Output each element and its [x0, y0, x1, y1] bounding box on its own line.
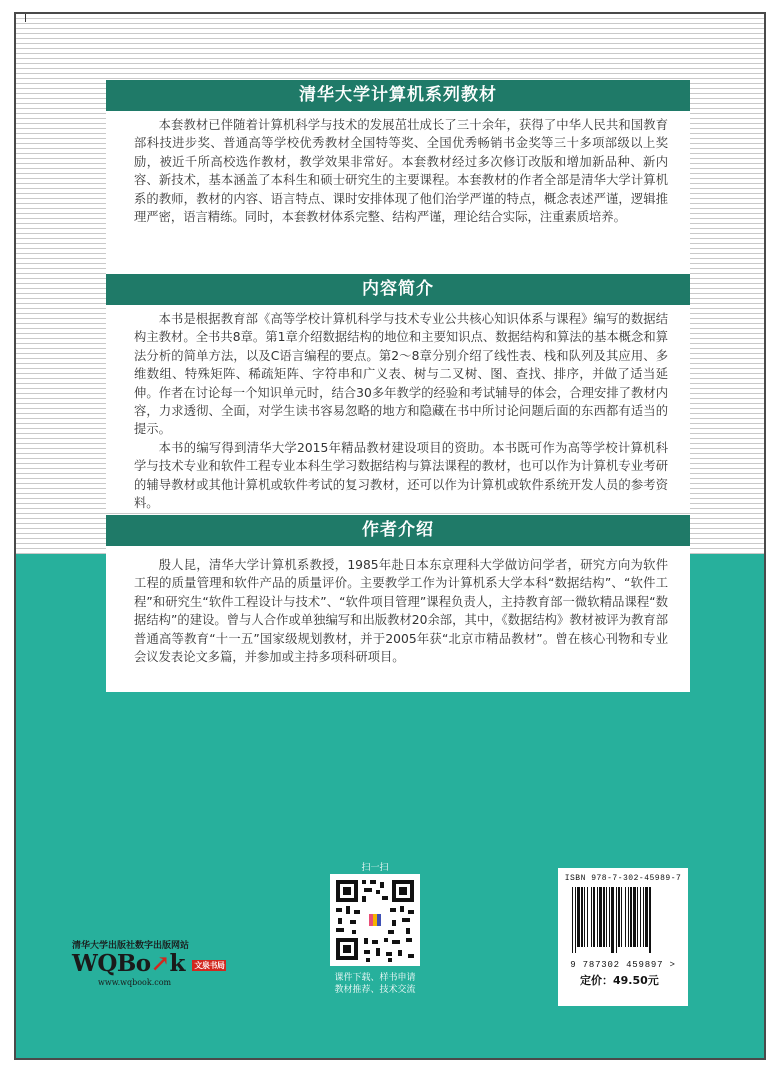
crop-mark	[25, 14, 26, 22]
qr-note-line: 课件下载、样书申请	[334, 973, 416, 983]
barcode-bar	[587, 887, 588, 947]
barcode-bar	[581, 887, 583, 947]
logo-badge: 文泉书局	[194, 960, 225, 970]
barcode-bar	[603, 887, 605, 947]
logo-text-tail: k	[169, 950, 185, 977]
barcode-bar	[628, 887, 629, 947]
summary-title: 内容简介	[106, 274, 690, 305]
barcode-bar	[616, 887, 617, 953]
barcode-digits: 9 787302 459897 >	[570, 960, 676, 970]
barcode-bar	[597, 887, 598, 947]
qr-note-line: 教材推荐、技术交流	[334, 985, 416, 995]
series-title: 清华大学计算机系列教材	[106, 80, 690, 111]
logo-arrow-icon: ↗	[150, 950, 170, 977]
price-label: 定价：49.50元	[580, 974, 659, 987]
barcode-bar	[633, 887, 636, 947]
barcode-bar	[637, 887, 638, 947]
summary-paragraph: 本书是根据教育部《高等学校计算机科学与技术专业公共核心知识体系与课程》编写的数据结构主教材。全书共8章。第1章介绍数据结构的地位和主要知识点、数据结构和算法的基本概念和算法分析的简单方法，以及C语言编程的要点。第2～8章分别介绍了线性表、栈和队列及其应用、多维数组、特殊矩阵、稀疏矩阵、字符串和广义表、树与二叉树、图、查找、排序，并做了适当延伸。作者在讨论每一个知识单元时，结合30多年教学的经验和考试辅导的体会，合理安排了教材内容，力求透彻、全面，对学生读书容易忽略的地方和隐藏在书中所讨论问题后面的东西都有适当的提示。	[134, 312, 668, 437]
barcode-bar	[606, 887, 607, 947]
series-panel	[106, 80, 690, 276]
barcode-bar	[591, 887, 592, 947]
author-panel	[106, 515, 690, 692]
barcode-bar	[625, 887, 626, 947]
series-paragraph: 本套教材已伴随着计算机科学与技术的发展茁壮成长了三十余年，获得了中华人民共和国教育部科技进步奖、普通高等学校优秀教材全国特等奖、全国优秀畅销书金奖等三十多项部级以上奖励，被近千所高校选作教材，教学效果非常好。本套教材经过多次修订改版和增加新品种、新内容、新技术，基本涵盖了本科生和硕士研究生的主要课程。本套教材的作者全部是清华大学计算机系的教师，教材的内容、语言特点、课时安排体现了他们治学严谨的特点，概念表述严谨，逻辑推理严密，语言精练。同时，本套教材体系完整、结构严谨，理论结合实际，注重素质培养。	[134, 118, 668, 225]
author-paragraph: 殷人昆，清华大学计算机系教授，1985年赴日本东京理科大学做访问学者，研究方向为软件工程的质量管理和软件产品的质量评价。主要教学工作为计算机系大学本科“数据结构”、“软件工程”和研究生“软件工程设计与技术”、“软件项目管理”课程负责人，主持教育部一微软精品课程“数据结构”的建设。曾与人合作或单独编写和出版教材20余部，其中，《数据结构》教材被评为教育部普通高等教育“十一五”国家级规划教材，并于2005年获“北京市精品教材”。曾在核心刊物和专业会议发表论文多篇，并参加或主持多项科研项目。	[134, 558, 668, 665]
author-title: 作者介绍	[106, 515, 690, 546]
barcode-bar	[572, 887, 573, 953]
qr-code	[330, 874, 420, 966]
barcode-bar	[649, 887, 651, 953]
barcode-bar	[645, 887, 648, 947]
publisher-site-label: 清华大学出版社数字出版网站	[72, 941, 190, 951]
publisher-url: www.wqbook.com	[98, 978, 172, 987]
barcode-bar	[593, 887, 595, 947]
barcode-bar	[577, 887, 580, 947]
barcode-bar	[630, 887, 632, 947]
qr-scan-label: 扫一扫	[361, 863, 389, 873]
barcode-bar	[618, 887, 620, 947]
barcode-bar	[599, 887, 602, 947]
summary-paragraph: 本书的编写得到清华大学2015年精品教材建设项目的资助。本书既可作为高等学校计算机科学与技术专业和软件工程专业本科生学习数据结构与算法课程的教材，也可以作为计算机专业考研的辅导教材或其他计算机或软件考试的复习教材，还可以作为计算机或软件系统开发人员的参考资料。	[134, 440, 668, 511]
summary-panel	[106, 274, 690, 512]
summary-text	[106, 305, 690, 512]
isbn-text: ISBN 978-7-302-45989-7	[564, 874, 682, 883]
barcode-bar	[643, 887, 644, 947]
wqbook-logo	[72, 950, 226, 977]
barcode-bar	[609, 887, 610, 947]
isbn-barcode-box	[558, 868, 688, 1006]
barcode-bar	[575, 887, 576, 953]
qr-code-icon	[330, 874, 420, 966]
barcode-bar	[640, 887, 641, 947]
barcode-icon	[558, 883, 688, 955]
barcode-bar	[611, 887, 614, 953]
barcode-bar	[584, 887, 585, 947]
author-text	[106, 546, 690, 666]
barcode-bar	[621, 887, 622, 947]
qr-note	[320, 972, 430, 996]
logo-text: WQBo	[72, 950, 151, 977]
series-text	[106, 111, 690, 226]
